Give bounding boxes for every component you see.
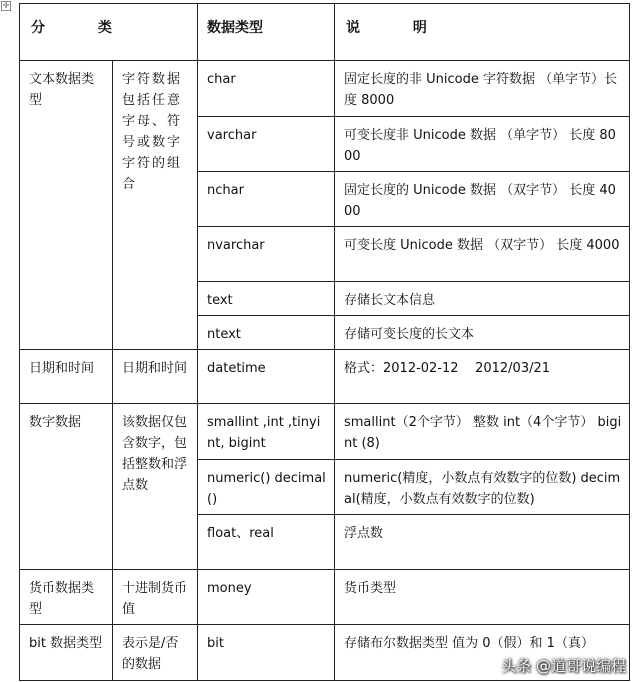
note-money: 十进制货币值 bbox=[113, 570, 198, 625]
category-text: 文本数据类型 bbox=[20, 61, 113, 350]
desc-bit: 存储布尔数据类型 值为 0（假）和 1（真） bbox=[335, 625, 630, 681]
header-row bbox=[20, 4, 630, 61]
type-nchar: nchar bbox=[198, 172, 335, 227]
category-numeric: 数字数据 bbox=[20, 404, 113, 570]
type-datetime: datetime bbox=[198, 350, 335, 404]
watermark-text: 头条 @道哥说编程 bbox=[501, 657, 626, 675]
desc-ntext: 存储可变长度的长文本 bbox=[335, 316, 630, 350]
note-text: 字符数据包括任意字母、符号或数字字符的组合 bbox=[113, 61, 198, 350]
table-row bbox=[20, 570, 630, 625]
type-float: float、real bbox=[198, 515, 335, 570]
type-ntext: ntext bbox=[198, 316, 335, 350]
type-varchar: varchar bbox=[198, 117, 335, 172]
table-move-handle-icon[interactable]: ✛ bbox=[2, 1, 10, 10]
desc-decimal: numeric(精度，小数点有效数字的位数) decimal(精度，小数点有效数字的位数) bbox=[335, 460, 630, 515]
desc-float: 浮点数 bbox=[335, 515, 630, 570]
type-text: text bbox=[198, 282, 335, 316]
category-money: 货币数据类型 bbox=[20, 570, 113, 625]
header-description: 说 明 bbox=[335, 4, 630, 61]
desc-varchar: 可变长度非 Unicode 数据 （单字节） 长度 8000 bbox=[335, 117, 630, 172]
table-row bbox=[20, 350, 630, 404]
note-datetime: 日期和时间 bbox=[113, 350, 198, 404]
desc-nchar: 固定长度的 Unicode 数据 （双字节） 长度 4000 bbox=[335, 172, 630, 227]
type-nvarchar: nvarchar bbox=[198, 227, 335, 282]
desc-money: 货币类型 bbox=[335, 570, 630, 625]
desc-nvarchar: 可变长度 Unicode 数据 （双字节） 长度 4000 bbox=[335, 227, 630, 282]
sql-data-types-table bbox=[19, 3, 630, 681]
header-datatype: 数据类型 bbox=[198, 4, 335, 61]
note-bit: 表示是/否的数据 bbox=[113, 625, 198, 681]
type-bit: bit bbox=[198, 625, 335, 681]
category-datetime: 日期和时间 bbox=[20, 350, 113, 404]
desc-datetime: 格式：2012-02-12 2012/03/21 bbox=[335, 350, 630, 404]
type-money: money bbox=[198, 570, 335, 625]
desc-char: 固定长度的非 Unicode 字符数据 （单字节）长度 8000 bbox=[335, 61, 630, 117]
category-bit: bit 数据类型 bbox=[20, 625, 113, 681]
type-decimal: numeric() decimal() bbox=[198, 460, 335, 515]
note-numeric: 该数据仅包含数字，包括整数和浮点数 bbox=[113, 404, 198, 570]
header-category: 分 类 bbox=[20, 4, 198, 61]
type-integer: smallint ,int ,tinyint, bigint bbox=[198, 404, 335, 460]
table-row bbox=[20, 61, 630, 117]
desc-integer: smallint（2个字节） 整数 int（4个字节） bigint (8) bbox=[335, 404, 630, 460]
table-row bbox=[20, 404, 630, 460]
desc-text: 存储长文本信息 bbox=[335, 282, 630, 316]
type-char: char bbox=[198, 61, 335, 117]
